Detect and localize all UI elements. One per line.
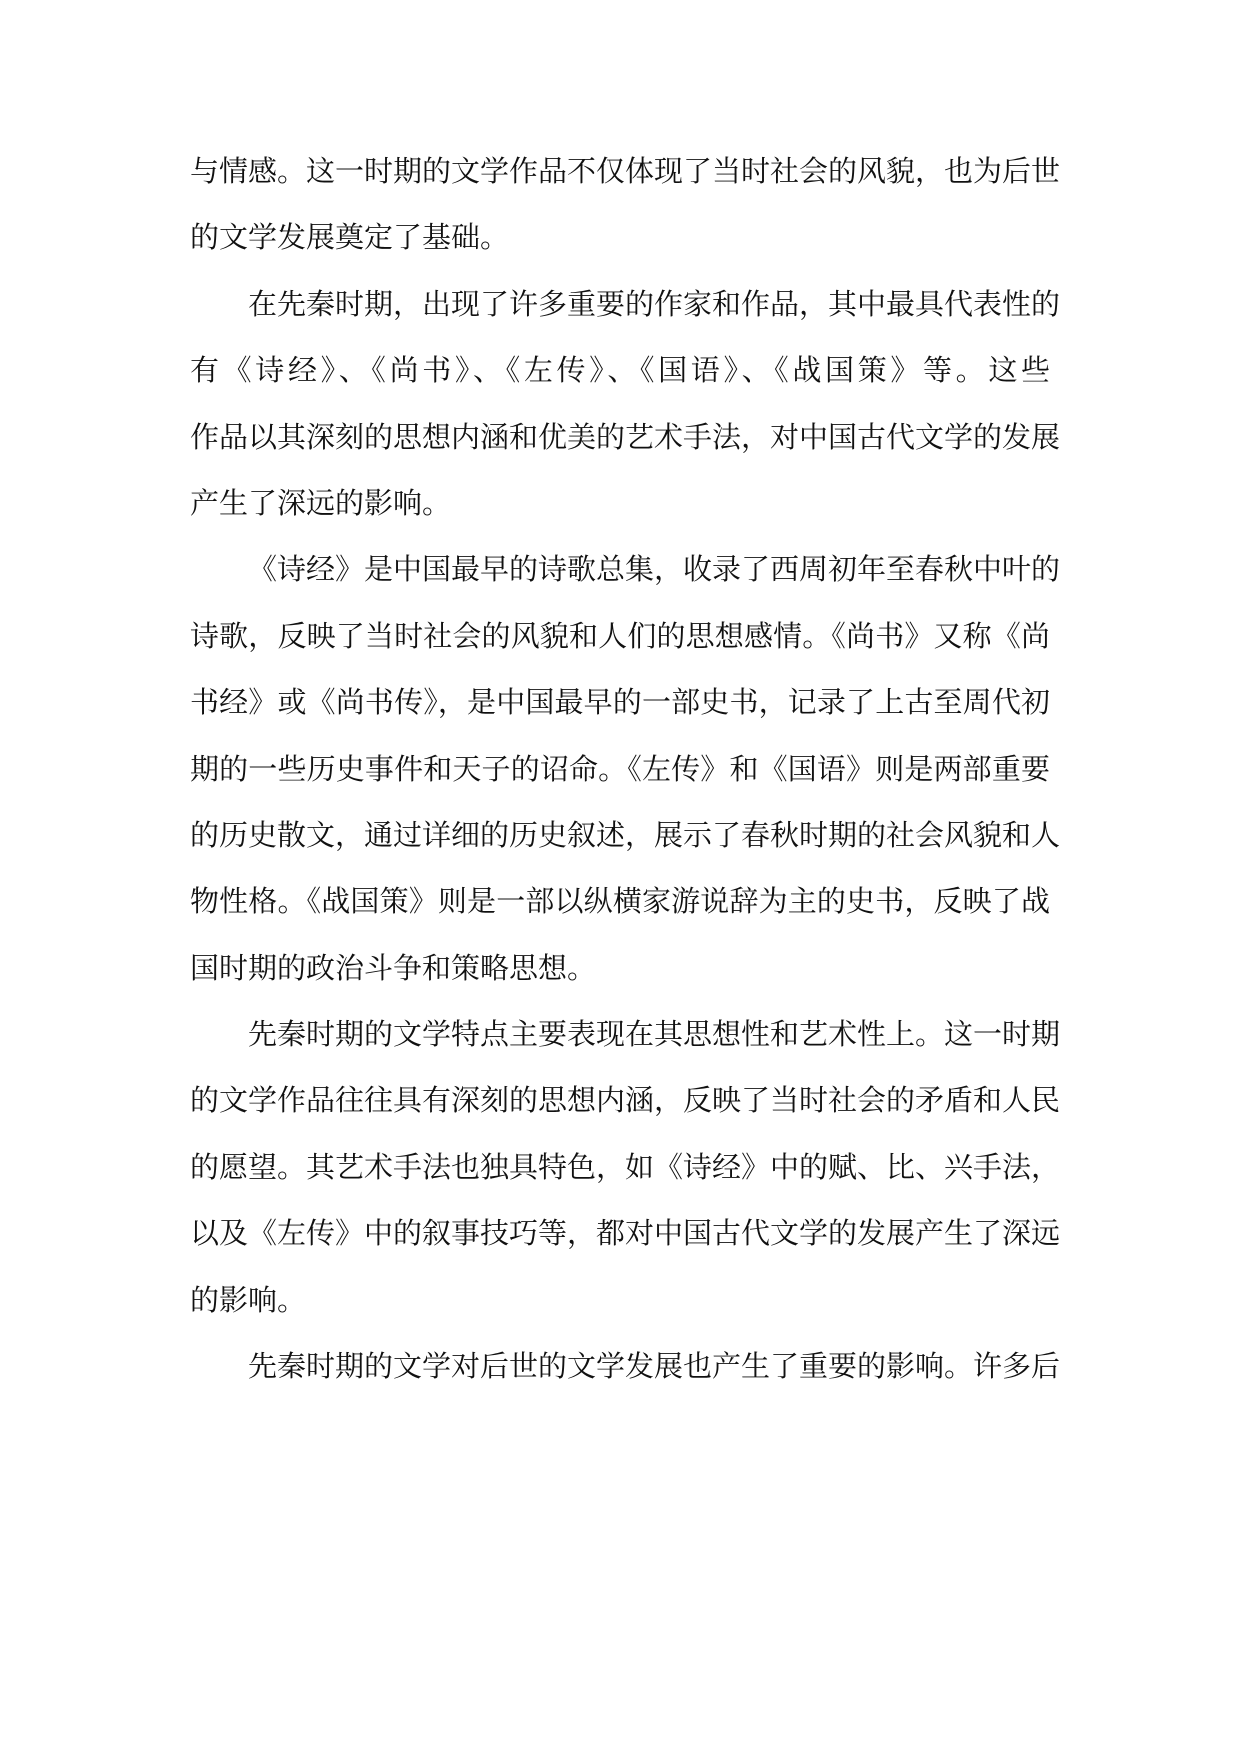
paragraph-first-line: 《诗经》是中国最早的诗歌总集，收录了西周初年至春秋中叶的 xyxy=(248,552,1061,587)
text-line: 物性格。《战国策》则是一部以纵横家游说辞为主的史书，反映了战 xyxy=(190,884,1050,919)
text-line: 国时期的政治斗争和策略思想。 xyxy=(190,950,597,985)
text-line: 的文学作品往往具有深刻的思想内涵，反映了当时社会的矛盾和人民 xyxy=(190,1083,1061,1118)
text-line: 作品以其深刻的思想内涵和优美的艺术手法，对中国古代文学的发展 xyxy=(190,419,1061,454)
text-line: 书经》或《尚书传》，是中国最早的一部史书，记录了上古至周代初 xyxy=(190,685,1050,720)
paragraph-first-line: 先秦时期的文学对后世的文学发展也产生了重要的影响。许多后 xyxy=(248,1349,1061,1384)
text-line: 与情感。这一时期的文学作品不仅体现了当时社会的风貌，也为后世 xyxy=(190,154,1061,188)
text-line: 的文学发展奠定了基础。 xyxy=(190,220,510,255)
text-line: 的历史散文，通过详细的历史叙述，展示了春秋时期的社会风貌和人 xyxy=(190,817,1061,852)
paragraph-first-line: 在先秦时期，出现了许多重要的作家和作品，其中最具代表性的 xyxy=(248,286,1061,321)
paragraph-first-line: 先秦时期的文学特点主要表现在其思想性和艺术性上。这一时期 xyxy=(248,1017,1061,1052)
text-line: 产生了深远的影响。 xyxy=(190,485,452,520)
text-line: 诗歌，反映了当时社会的风貌和人们的思想感情。《尚书》又称《尚 xyxy=(190,618,1050,653)
document-body xyxy=(190,138,1061,1399)
text-line: 有《诗经》、《尚书》、《左传》、《国语》、《战国策》等。这些 xyxy=(190,353,1050,388)
text-line: 的愿望。其艺术手法也独具特色，如《诗经》中的赋、比、兴手法， xyxy=(190,1149,1061,1184)
text-line: 期的一些历史事件和天子的诏命。《左传》和《国语》则是两部重要 xyxy=(190,751,1050,786)
text-line: 的影响。 xyxy=(190,1282,307,1317)
text-line: 以及《左传》中的叙事技巧等，都对中国古代文学的发展产生了深远 xyxy=(190,1216,1061,1251)
